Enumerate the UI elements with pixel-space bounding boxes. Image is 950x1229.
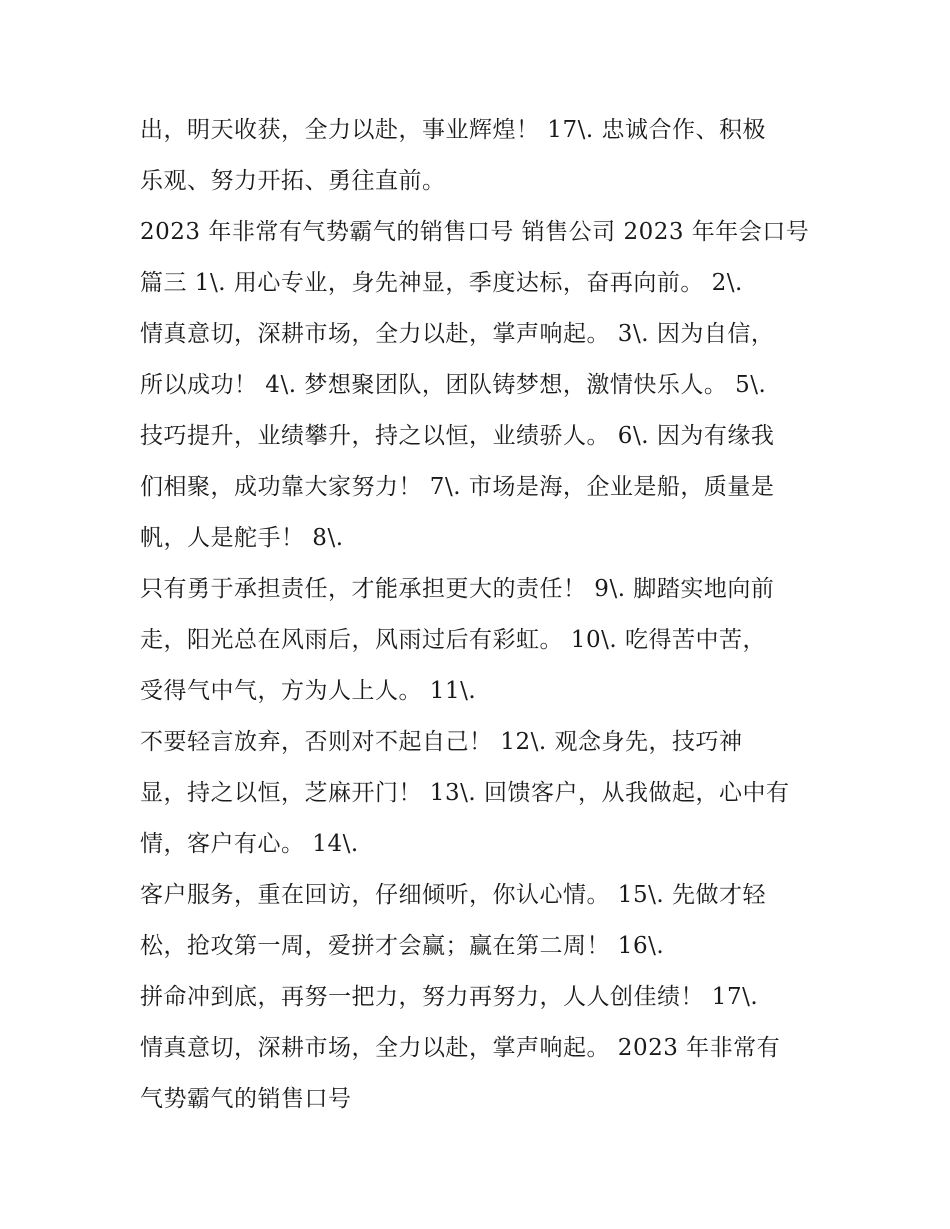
text-line: 显，持之以恒，芝麻开门！ 13\. 回馈客户，从我做起，心中有 (140, 780, 790, 806)
text-line: 松，抢攻第一周，爱拼才会赢；赢在第二周！ 16\. (140, 933, 665, 959)
text-line: 不要轻言放弃，否则对不起自己！ 12\. 观念身先，技巧神 (140, 729, 743, 755)
text-line: 拼命冲到底，再努一把力，努力再努力，人人创佳绩！ 17\. (140, 984, 759, 1010)
document-body (140, 108, 840, 1128)
text-line: 帆，人是舵手！ 8\. (140, 525, 344, 551)
text-line: 所以成功！ 4\. 梦想聚团队，团队铸梦想，激情快乐人。 5\. (140, 372, 767, 398)
text-line: 气势霸气的销售口号 (140, 1086, 352, 1112)
text-line: 们相聚，成功靠大家努力！ 7\. 市场是海，企业是船，质量是 (140, 474, 775, 500)
text-line: 情，客户有心。 14\. (140, 831, 359, 857)
text-line: 走，阳光总在风雨后，风雨过后有彩虹。 10\. 吃得苦中苦， (140, 627, 766, 653)
text-line: 情真意切，深耕市场，全力以赴，掌声响起。 2023 年非常有 (140, 1035, 781, 1061)
text-line: 2023 年非常有气势霸气的销售口号 销售公司 2023 年年会口号 (140, 219, 810, 245)
text-line: 情真意切，深耕市场，全力以赴，掌声响起。 3\. 因为自信， (140, 321, 775, 347)
text-line: 客户服务，重在回访，仔细倾听，你认心情。 15\. 先做才轻 (140, 882, 766, 908)
text-line: 只有勇于承担责任，才能承担更大的责任！ 9\. 脚踏实地向前 (140, 576, 775, 602)
text-line: 出，明天收获，全力以赴，事业辉煌！ 17\. 忠诚合作、积极 (140, 117, 766, 143)
text-line: 篇三 1\. 用心专业，身先神显，季度达标，奋再向前。 2\. (140, 270, 743, 296)
text-line: 乐观、努力开拓、勇往直前。 (140, 168, 446, 194)
text-line: 受得气中气，方为人上人。 11\. (140, 678, 477, 704)
text-line: 技巧提升，业绩攀升，持之以恒，业绩骄人。 6\. 因为有缘我 (140, 423, 775, 449)
